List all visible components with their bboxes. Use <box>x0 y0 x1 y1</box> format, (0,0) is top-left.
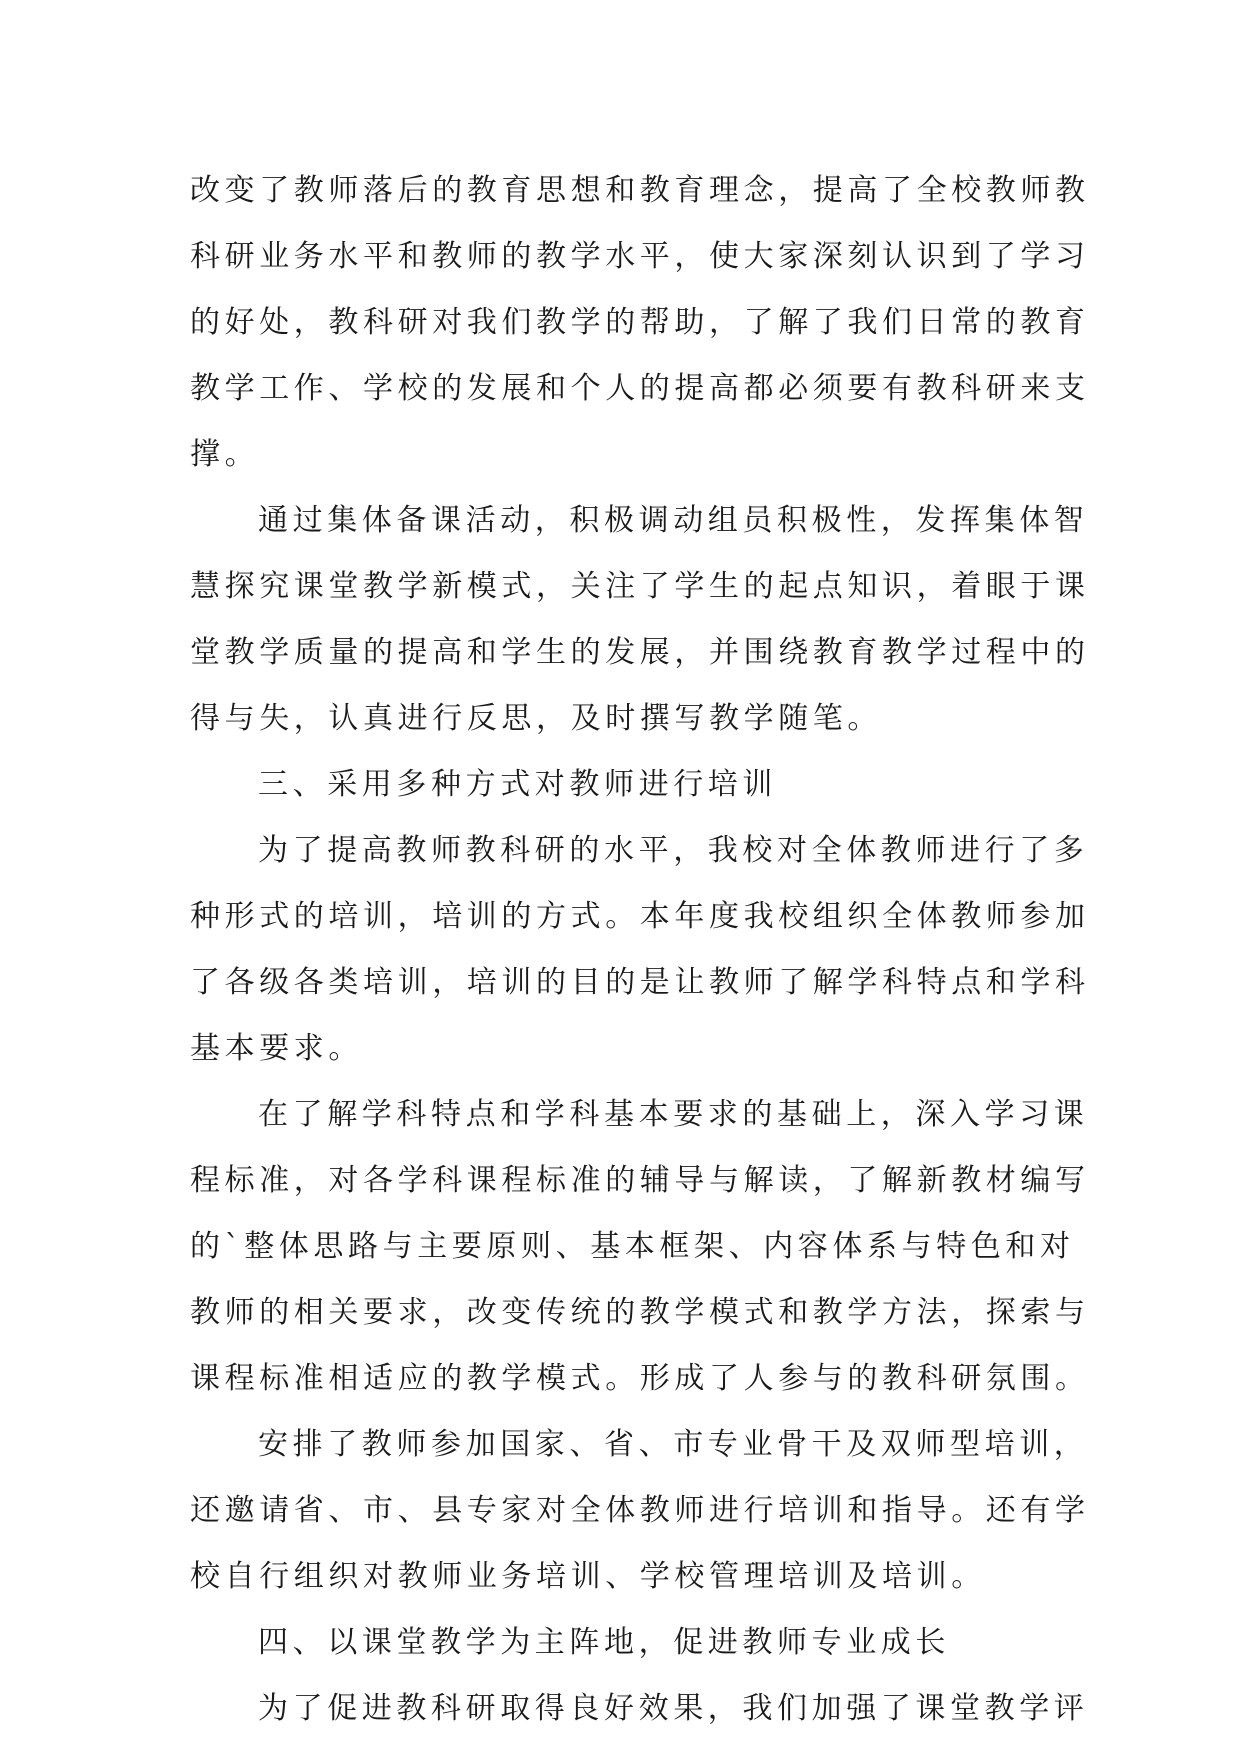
text-line: 种形式的培训，培训的方式。本年度我校组织全体教师参加 <box>190 899 1090 934</box>
text-line: 基本要求。 <box>190 1031 363 1066</box>
text-line: 校自行组织对教师业务培训、学校管理培训及培训。 <box>190 1559 986 1594</box>
paragraph-first-line: 安排了教师参加国家、省、市专业骨干及双师型培训， <box>258 1427 1089 1462</box>
paragraph-first-line: 通过集体备课活动，积极调动组员积极性，发挥集体智 <box>258 503 1089 538</box>
text-line: 科研业务水平和教师的教学水平，使大家深刻认识到了学习 <box>190 239 1090 274</box>
paragraph-first-line: 在了解学科特点和学科基本要求的基础上，深入学习课 <box>258 1097 1089 1132</box>
paragraph-first-line: 为了提高教师教科研的水平，我校对全体教师进行了多 <box>258 833 1089 868</box>
text-line: 的好处，教科研对我们教学的帮助，了解了我们日常的教育 <box>190 305 1090 340</box>
text-line: 程标准，对各学科课程标准的辅导与解读，了解新教材编写 <box>190 1163 1090 1198</box>
section-heading: 三、采用多种方式对教师进行培训 <box>258 767 777 802</box>
text-line: 撑。 <box>190 437 260 472</box>
text-line: 教师的相关要求，改变传统的教学模式和教学方法，探索与 <box>190 1295 1090 1330</box>
text-line: 慧探究课堂教学新模式，关注了学生的起点知识，着眼于课 <box>190 569 1090 604</box>
text-line: 了各级各类培训，培训的目的是让教师了解学科特点和学科 <box>190 965 1090 1000</box>
text-line: 得与失，认真进行反思，及时撰写教学随笔。 <box>190 701 882 736</box>
paragraph-first-line: 为了促进教科研取得良好效果，我们加强了课堂教学评 <box>258 1691 1089 1726</box>
text-line: 教学工作、学校的发展和个人的提高都必须要有教科研来支 <box>190 371 1090 406</box>
text-line: 还邀请省、市、县专家对全体教师进行培训和指导。还有学 <box>190 1493 1090 1528</box>
text-line: 改变了教师落后的教育思想和教育理念，提高了全校教师教 <box>190 173 1090 208</box>
text-line: 堂教学质量的提高和学生的发展，并围绕教育教学过程中的 <box>190 635 1090 670</box>
document-body <box>190 158 1090 1742</box>
section-heading: 四、以课堂教学为主阵地，促进教师专业成长 <box>258 1625 950 1660</box>
text-line: 的`整体思路与主要原则、基本框架、内容体系与特色和对 <box>190 1229 1075 1264</box>
text-line: 课程标准相适应的教学模式。形成了人参与的教科研氛围。 <box>190 1361 1090 1396</box>
